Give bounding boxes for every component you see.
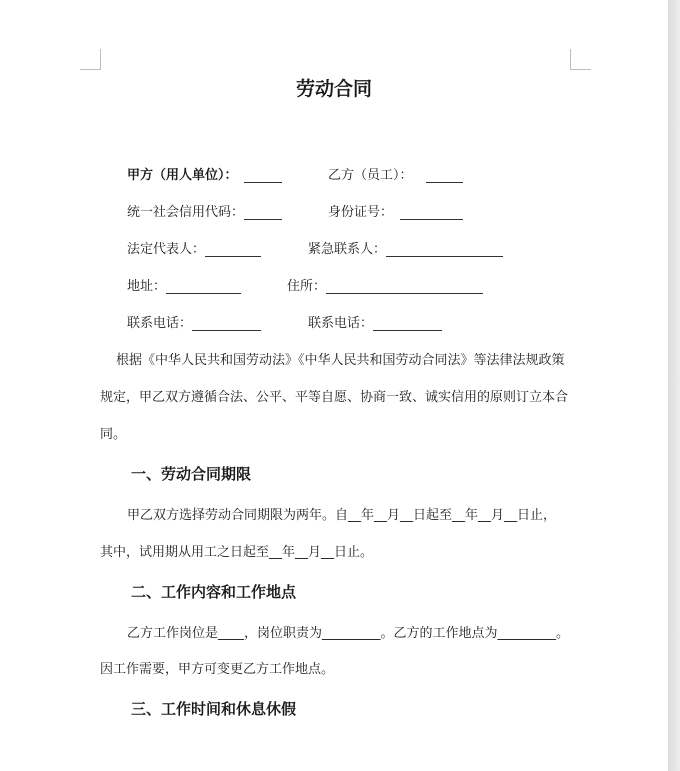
party-b-label: 乙方（员工）： — [328, 168, 413, 183]
intro-line-2: 规定，甲乙双方遵循合法、公平、平等自愿、协商一致、诚实信用的原则订立本合 — [100, 390, 569, 405]
section-2-line-2: 因工作需要，甲方可变更乙方工作地点。 — [100, 662, 335, 677]
phone-b-blank[interactable] — [373, 318, 442, 331]
residence-label: 住所： — [287, 279, 327, 294]
intro-line-1: 根据《中华人民共和国劳动法》《中华人民共和国劳动合同法》等法律法规政策 — [116, 353, 565, 368]
margin-corner-top-right — [570, 49, 591, 70]
party-a-label: 甲方（用人单位）： — [127, 168, 238, 183]
section-1-line-2: 其中，试用期从用工之日起至__年__月__日止。 — [100, 545, 374, 560]
intro-line-3: 同。 — [100, 427, 127, 442]
legal-rep-label: 法定代表人： — [127, 242, 206, 257]
emergency-contact-blank[interactable] — [386, 244, 503, 257]
legal-rep-blank[interactable] — [205, 244, 261, 257]
scrollbar-track[interactable] — [668, 0, 680, 771]
document-title: 劳动合同 — [295, 78, 372, 100]
section-3-heading: 三、工作时间和休息休假 — [131, 700, 297, 718]
id-number-blank[interactable] — [400, 207, 463, 220]
credit-code-label: 统一社会信用代码： — [127, 205, 245, 220]
residence-blank[interactable] — [326, 281, 483, 294]
address-blank[interactable] — [166, 281, 241, 294]
section-2-line-1: 乙方工作岗位是____，岗位职责为_________。乙方的工作地点为_________。 — [127, 626, 570, 641]
party-b-blank[interactable] — [426, 170, 463, 183]
party-a-blank[interactable] — [244, 170, 282, 183]
section-1-heading: 一、劳动合同期限 — [131, 465, 252, 483]
section-2-heading: 二、工作内容和工作地点 — [131, 583, 297, 601]
address-label: 地址： — [127, 279, 167, 294]
credit-code-blank[interactable] — [244, 207, 282, 220]
phone-a-blank[interactable] — [192, 318, 261, 331]
emergency-contact-label: 紧急联系人： — [308, 242, 387, 257]
section-1-line-1: 甲乙双方选择劳动合同期限为两年。自__年__月__日起至__年__月__日止， — [127, 508, 557, 523]
margin-corner-top-left — [80, 49, 101, 70]
id-number-label: 身份证号： — [328, 205, 394, 220]
phone-b-label: 联系电话： — [308, 316, 374, 331]
phone-a-label: 联系电话： — [127, 316, 193, 331]
